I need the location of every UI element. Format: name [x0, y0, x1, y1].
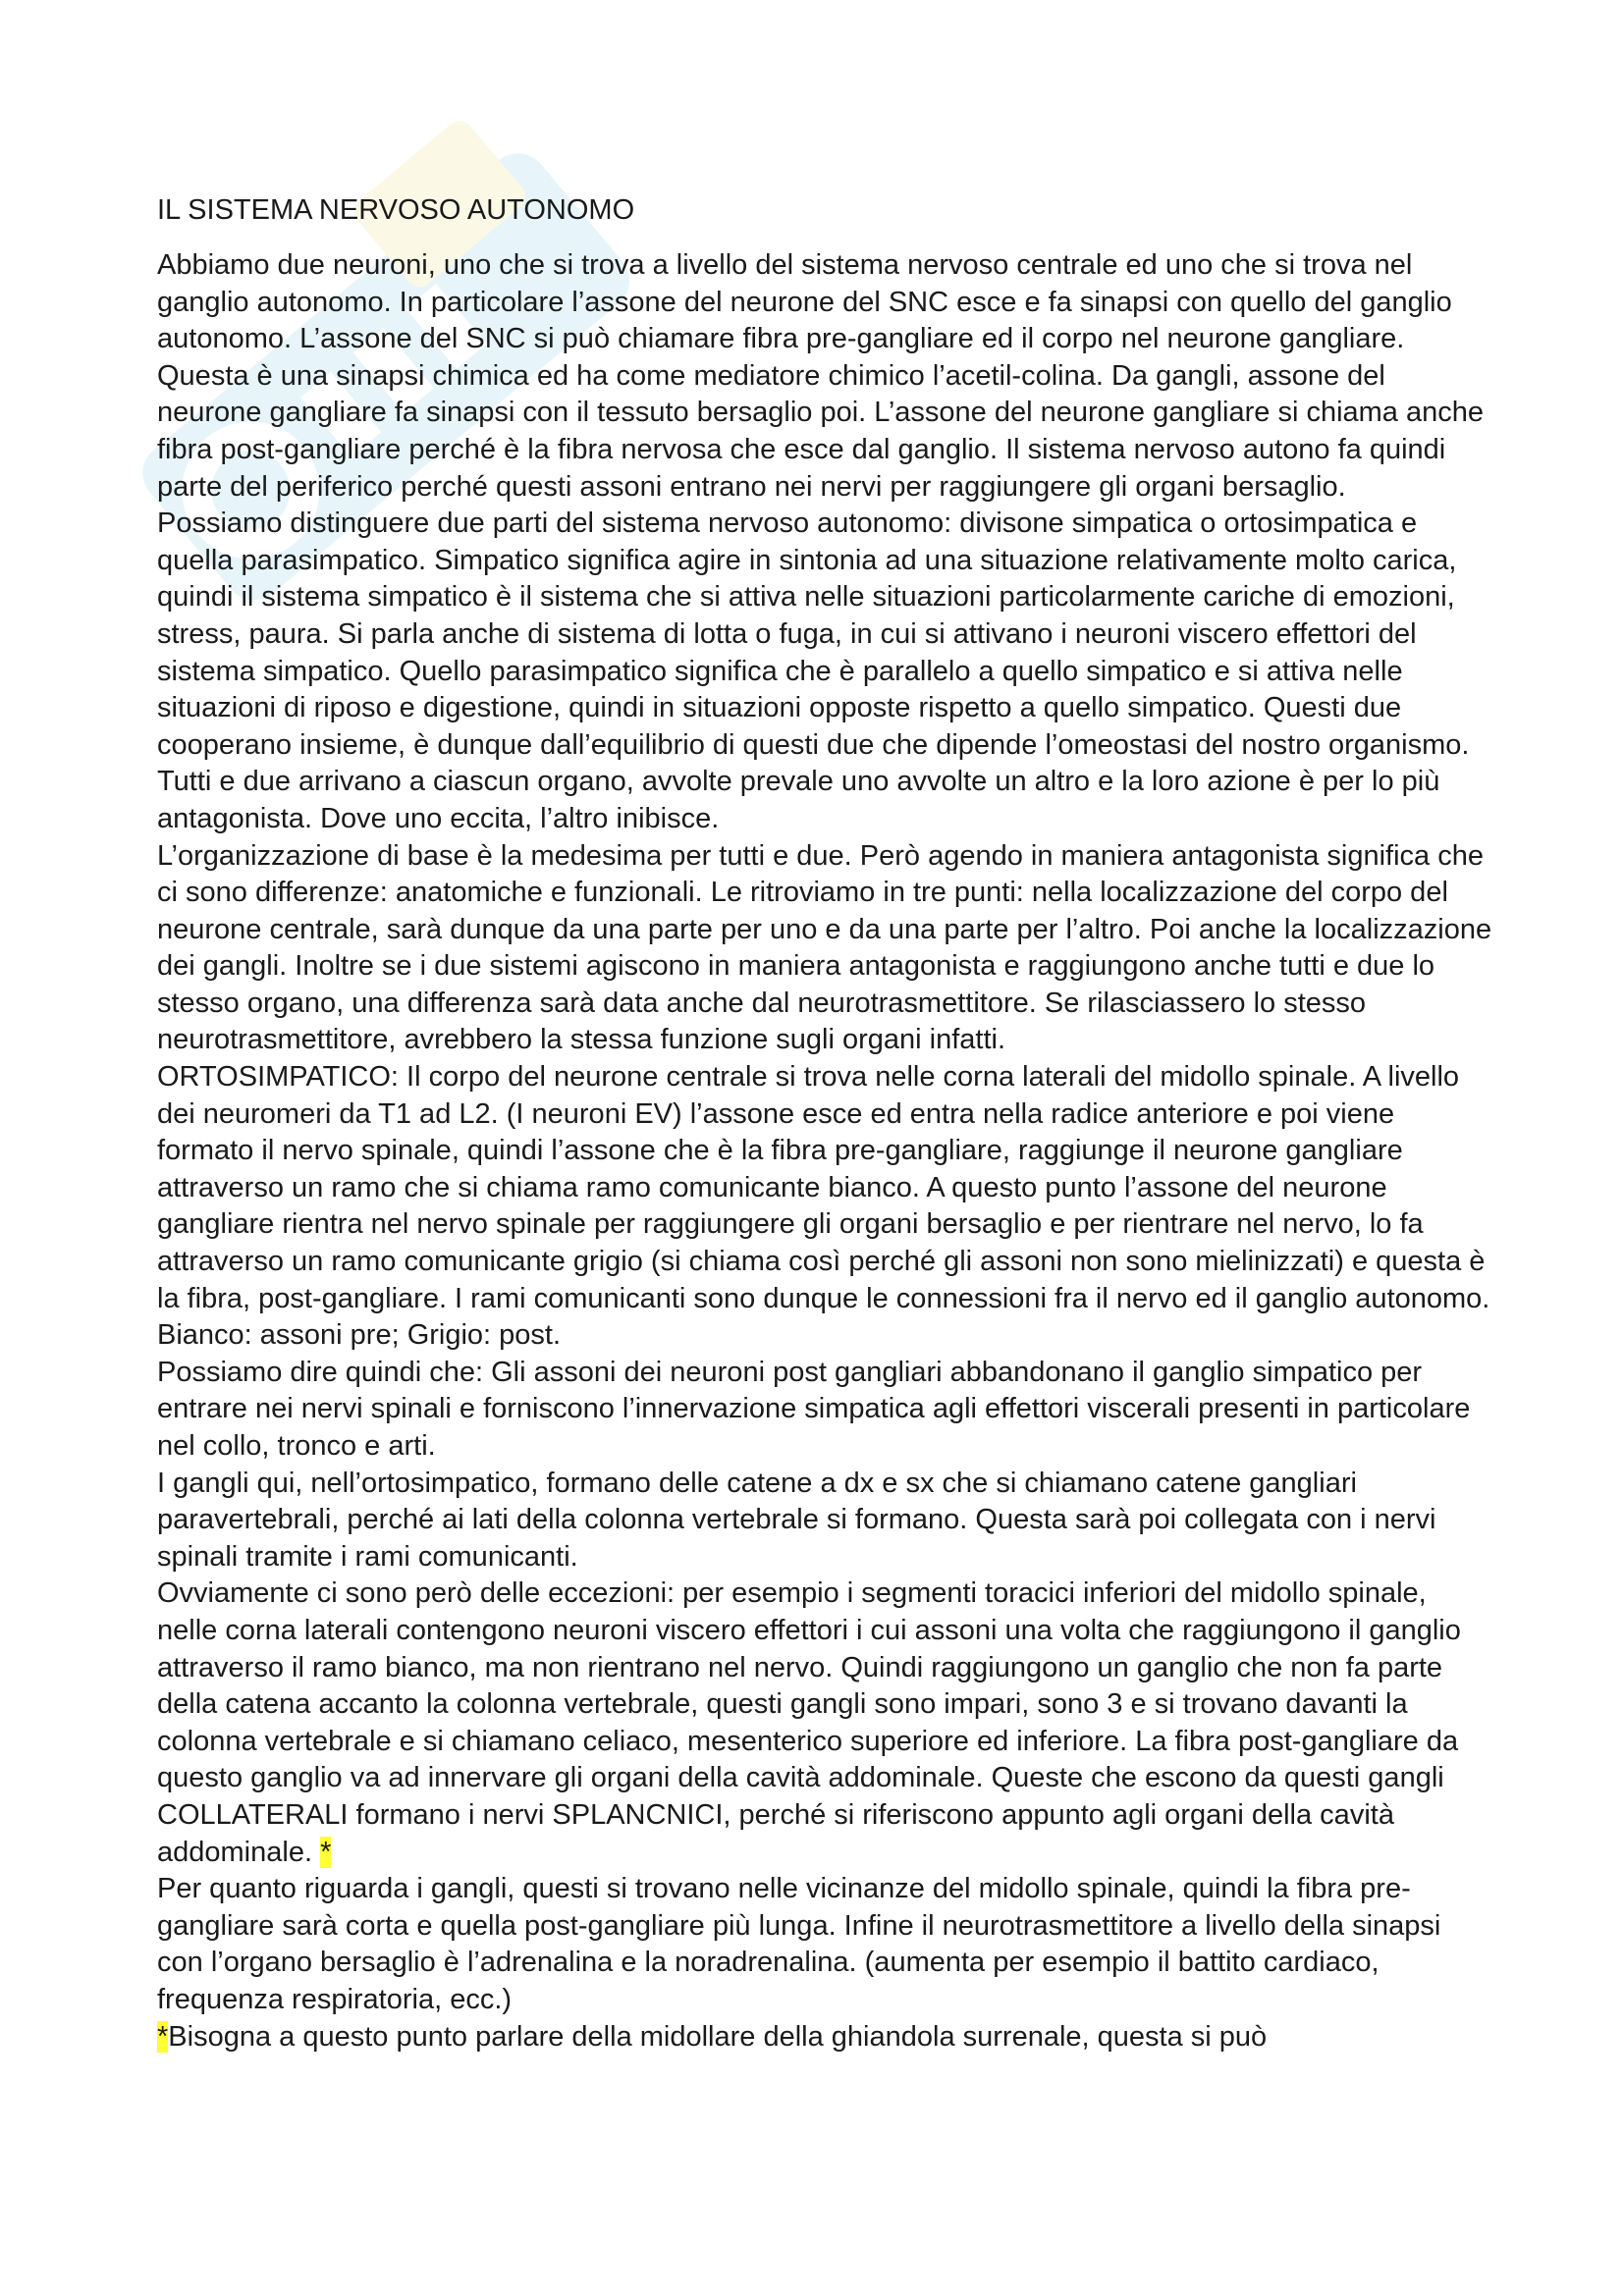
paragraph-text: I gangli qui, nell’ortosimpatico, formano delle catene a dx e sx che si chiamano catene gangliari paravertebrali, perché ai lati della colonna vertebrale si formano. Questa sarà poi collegata con i nervi spinali tramite i rami comunicanti.	[157, 1467, 1436, 1573]
paragraph	[157, 1466, 1492, 1576]
paragraph-text: Ovviamente ci sono però delle eccezioni: per esempio i segmenti toracici inferiori del midollo spinale, nelle corna laterali contengono neuroni viscero effettori i cui assoni una volta che raggiungono il ganglio attraverso il ramo bianco, ma non rientrano nel nervo. Quindi raggiungono un ganglio che non fa parte della catena accanto la colonna vertebrale, questi gangli sono impari, sono 3 e si trovano davanti la colonna vertebrale e si chiamano celiaco, mesenterico superiore ed inferiore. La fibra post-gangliare da questo ganglio va ad innervare gli organi della cavità addominale. Queste che escono da questi gangli COLLATERALI formano i nervi SPLANCNICI, perché si riferiscono appunto agli organi della cavità addominale.	[157, 1577, 1461, 1868]
paragraph-text: Abbiamo due neuroni, uno che si trova a livello del sistema nervoso centrale ed uno che si trova nel ganglio autonomo. In particolare l’assone del neurone del SNC esce e fa sinapsi con quello del ganglio autonomo. L’assone del SNC si può chiamare fibra pre-gangliare ed il corpo nel neurone gangliare. Questa è una sinapsi chimica ed ha come mediatore chimico l’acetil-colina. Da gangli, assone del neurone gangliare fa sinapsi con il tessuto bersaglio poi. L’assone del neurone gangliare si chiama anche fibra post-gangliare perché è la fibra nervosa che esce dal ganglio. Il sistema nervoso autono fa quindi parte del periferico perché questi assoni entrano nei nervi per raggiungere gli organi bersaglio.	[157, 249, 1485, 503]
highlighted-asterisk: *	[320, 1836, 332, 1868]
paragraph-text: Bisogna a questo punto parlare della midollare della ghiandola surrenale, questa si può	[168, 2020, 1268, 2053]
paragraph	[157, 1059, 1492, 1355]
paragraph-text: L’organizzazione di base è la medesima per tutti e due. Però agendo in maniera antagonista significa che ci sono differenze: anatomiche e funzionali. Le ritroviamo in tre punti: nella localizzazione del corpo del neurone centrale, sarà dunque da una parte per uno e da una parte per l’altro. Poi anche la localizzazione dei gangli. Inoltre se i due sistemi agiscono in maniera antagonista e raggiungono anche tutti e due lo stesso organo, una differenza sarà data anche dal neurotrasmettitore. Se rilasciassero lo stesso neurotrasmettitore, avrebbero la stessa funzione sugli organi infatti.	[157, 839, 1492, 1056]
paragraph-text: Per quanto riguarda i gangli, questi si trovano nelle vicinanze del midollo spinale, quindi la fibra pre-gangliare sarà corta e quella post-gangliare più lunga. Infine il neurotrasmettitore a livello della sinapsi con l’organo bersaglio è l’adrenalina e la noradrenalina. (aumenta per esempio il battito cardiaco, frequenza respiratoria, ecc.)	[157, 1873, 1441, 2015]
paragraph-text: Possiamo dire quindi che: Gli assoni dei neuroni post gangliari abbandonano il ganglio simpatico per entrare nei nervi spinali e forniscono l’innervazione simpatica agli effettori viscerali presenti in particolare nel collo, tronco e arti.	[157, 1356, 1471, 1462]
paragraph	[157, 2019, 1492, 2056]
document-title: IL SISTEMA NERVOSO AUTONOMO	[157, 194, 635, 226]
highlighted-asterisk: *	[157, 2020, 169, 2053]
paragraph	[157, 1355, 1492, 1466]
document-body	[157, 247, 1492, 2056]
paragraph-text: Possiamo distinguere due parti del sistema nervoso autonomo: divisone simpatica o ortosimpatica e quella parasimpatico. Simpatico significa agire in sintonia ad una situazione relativamente molto carica, quindi il sistema simpatico è il sistema che si attiva nelle situazioni particolarmente cariche di emozioni, stress, paura. Si parla anche di sistema di lotta o fuga, in cui si attivano i neuroni viscero effettori del sistema simpatico. Quello parasimpatico significa che è parallelo a quello simpatico e si attiva nelle situazioni di riposo e digestione, quindi in situazioni opposte rispetto a quello simpatico. Questi due cooperano insieme, è dunque dall’equilibrio di questi due che dipende l’omeostasi del nostro organismo. Tutti e due arrivano a ciascun organo, avvolte prevale uno avvolte un altro e la loro azione è per lo più antagonista. Dove uno eccita, l’altro inibisce.	[157, 507, 1470, 834]
paragraph-text: ORTOSIMPATICO: Il corpo del neurone centrale si trova nelle corna laterali del midollo spinale. A livello dei neuromeri da T1 ad L2. (I neuroni EV) l’assone esce ed entra nella radice anteriore e poi viene formato il nervo spinale, quindi l’assone che è la fibra pre-gangliare, raggiunge il neurone gangliare attraverso un ramo che si chiama ramo comunicante bianco. A questo punto l’assone del neurone gangliare rientra nel nervo spinale per raggiungere gli organi bersaglio e per rientrare nel nervo, lo fa attraverso un ramo comunicante grigio (si chiama così perché gli assoni non sono mielinizzati) e questa è la fibra, post-gangliare. I rami comunicanti sono dunque le connessioni fra il nervo ed il ganglio autonomo. Bianco: assoni pre; Grigio: post.	[157, 1061, 1490, 1352]
document-page	[157, 192, 1492, 2056]
paragraph	[157, 506, 1492, 837]
paragraph	[157, 1575, 1492, 1871]
paragraph	[157, 838, 1492, 1060]
paragraph	[157, 247, 1492, 506]
paragraph	[157, 1871, 1492, 2018]
